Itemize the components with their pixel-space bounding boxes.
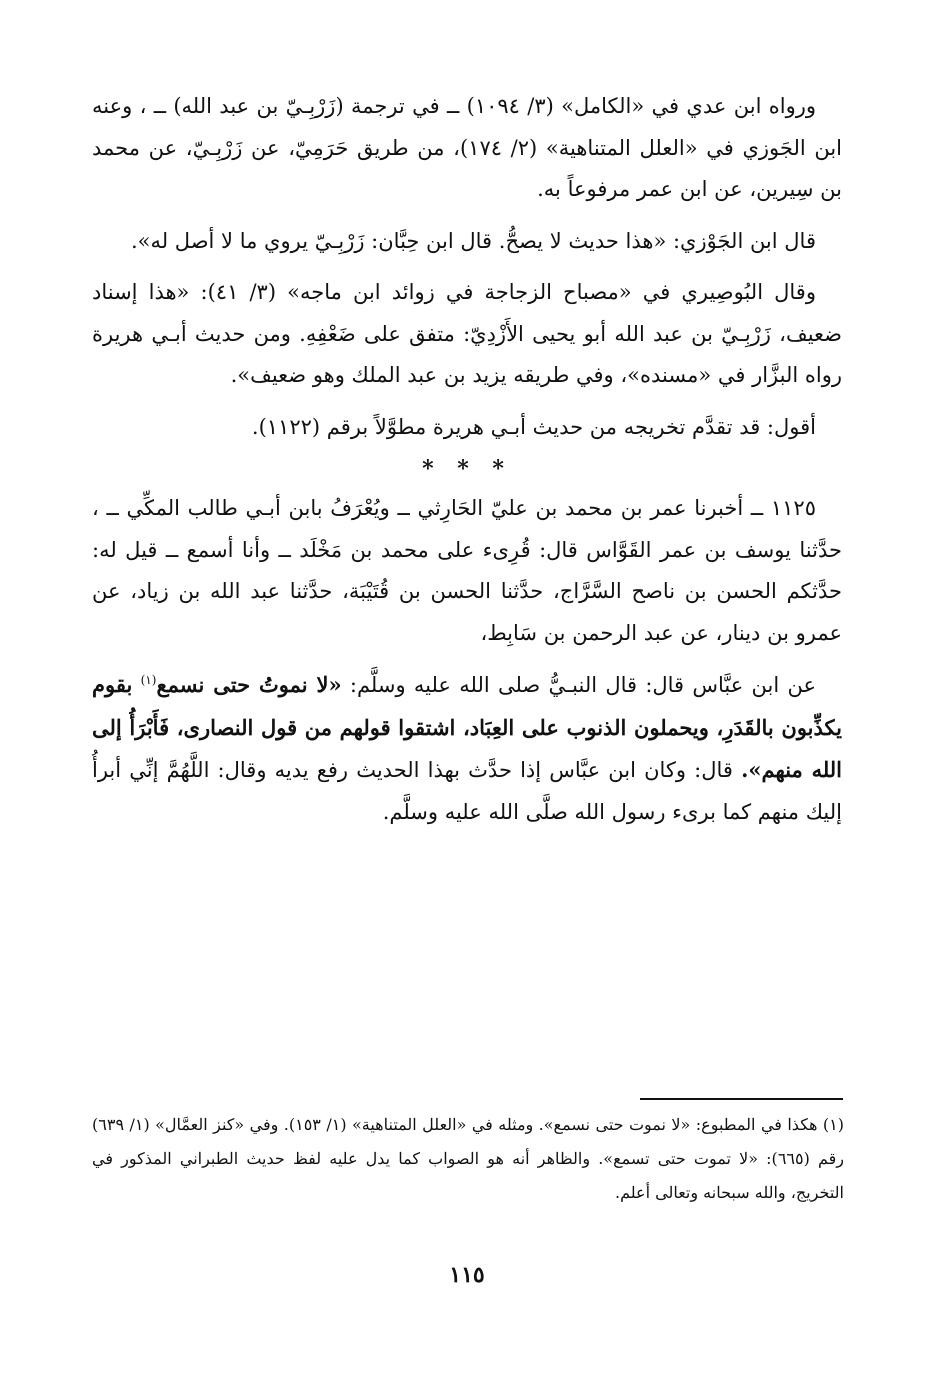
paragraph-hadith-1125: ١١٢٥ ــ أخبرنا عمر بن محمد بن عليّ الحَارِثي ــ ويُعْرَفُ بابن أبـي طالب المكِّي ــ ، حدَّثنا يوسف بن عمر القَوَّاس قال: قُرِىء على محمد بن مَخْلَد ــ وأنا أسمع ــ قيل له: حدَّثكم الحسن بن ناصح السَّرَّاج، حدَّثنا الحسن بن قُتَيْبَة، حدَّثنا عبد الله بن زياد، عن عمرو بن دينار، عن عبد الرحمن بن سَابِط، <box>92 496 842 645</box>
hadith-quote-b: بقوم يكذِّبون بالقَدَرِ، ويحملون الذنوب على العِبَاد، اشتقوا قولهم من قول النصارى، فَأَبْرَأُ إلى الله منهم». <box>92 672 843 782</box>
hadith-rest: قال: وكان ابن عبَّاس إذا حدَّث بهذا الحديث رفع يديه وقال: اللَّهُمَّ إنِّي أبرأُ إليك منهم كما برىء رسول الله صلَّى الله عليه وسلَّم. <box>92 758 842 824</box>
page-body <box>92 86 842 843</box>
footnote-1: (١) هكذا في المطبوع: «لا نموت حتى نسمع». ومثله في «العلل المتناهية» (١/ ١٥٣). وفي «كنز العمَّال» (١/ ٦٣٩) رقم (٦٦٥): «لا تموت حتى تسمع». والظاهر أنه هو الصواب كما يدل عليه لفظ حديث الطبراني المذكور في التخريج، والله سبحانه وتعالى أعلم. <box>92 1115 845 1202</box>
paragraph-2: قال ابن الجَوْزي: «هذا حديث لا يصحُّ. قال ابن حِبَّان: زَرْبِـيّ يروي ما لا أصل له». <box>130 228 816 253</box>
paragraph-3: وقال البُوصِيري في «مصباح الزجاجة في زوائد ابن ماجه» (٣/ ٤١): «هذا إسناد ضعيف، زَرْبِـيّ بن عبد الله أبو يحيى الأَزْدِيّ: متفق على ضَعْفِهِ. ومن حديث أبـي هريرة رواه البزَّار في «مسنده»، وفي طريقه يزيد بن عبد الملك وهو ضعيف». <box>92 280 842 387</box>
footnote-marker: (١) <box>140 673 157 687</box>
footnote-divider <box>640 1098 843 1100</box>
hadith-intro: عن ابن عبَّاس قال: قال النبـيُّ صلى الله عليه وسلَّم: <box>349 673 816 697</box>
paragraph-1: ورواه ابن عدي في «الكامل» (٣/ ١٠٩٤) ــ في ترجمة (زَرْبِـيّ بن عبد الله) ــ ، وعنه ابن الجَوزي في «العلل المتناهية» (٢/ ١٧٤)، من طريق حَرَمِيّ، عن زَرْبِـيّ، عن محمد بن سِيرين، عن ابن عمر مرفوعاً به. <box>92 94 843 201</box>
paragraph-hadith-text <box>92 664 842 833</box>
page-number: ١١٥ <box>449 1262 485 1288</box>
section-separator: * * * <box>422 456 512 482</box>
paragraph-4: أقول: قد تقدَّم تخريجه من حديث أبـي هريرة مطوَّلاً برقم (١١٢٢). <box>251 414 816 439</box>
hadith-quote-a: «لا نموتُ حتى نسمع <box>156 672 342 697</box>
